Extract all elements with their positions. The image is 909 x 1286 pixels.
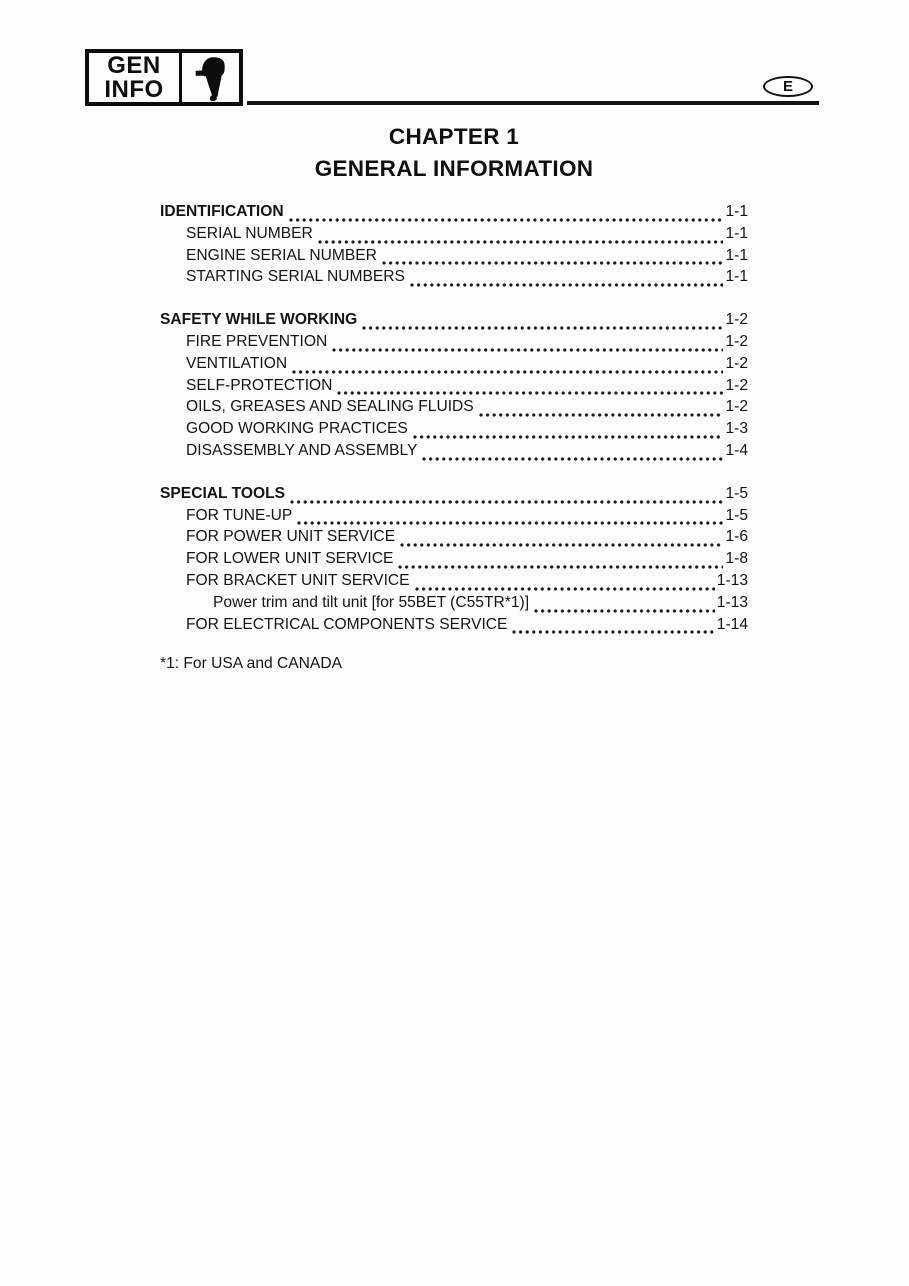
toc-entry-label: ENGINE SERIAL NUMBER	[186, 246, 377, 264]
toc-entry	[160, 418, 748, 440]
toc-entry-page-number: 1-2	[725, 311, 748, 329]
dotted-leader	[533, 592, 715, 614]
toc-entry	[160, 505, 748, 527]
toc-entry-page-number: 1-6	[725, 528, 748, 546]
toc-entry-label: VENTILATION	[186, 354, 288, 372]
gen-info-label-line1: GEN	[107, 51, 161, 79]
toc-entry	[160, 375, 748, 397]
gen-info-label-line2: INFO	[104, 75, 164, 103]
dotted-leader	[331, 331, 723, 353]
toc-entry	[160, 245, 748, 267]
toc-entry-label: Power trim and tilt unit [for 55BET (C55TR*1)]	[213, 593, 530, 611]
toc-entry	[160, 570, 748, 592]
toc-entry-page-number: 1-2	[725, 354, 748, 372]
toc-entry	[160, 592, 748, 614]
dotted-leader	[399, 526, 723, 548]
dotted-leader	[291, 353, 723, 375]
toc-entry	[160, 548, 748, 570]
toc-entry	[160, 309, 748, 331]
toc-entry-label: FOR BRACKET UNIT SERVICE	[186, 571, 410, 589]
toc-entry-label: SPECIAL TOOLS	[160, 484, 286, 502]
toc-entry-page-number: 1-2	[725, 332, 748, 350]
dotted-leader	[296, 505, 723, 527]
toc-entry-label: FOR POWER UNIT SERVICE	[186, 528, 396, 546]
dotted-leader	[317, 223, 724, 245]
toc-entry-page-number: 1-13	[716, 571, 748, 589]
toc-entry-page-number: 1-5	[725, 506, 748, 524]
toc-entry	[160, 266, 748, 288]
toc-entry	[160, 223, 748, 245]
chapter-title	[160, 121, 748, 185]
outboard-motor-icon	[182, 53, 239, 102]
toc-entry-label: FIRE PREVENTION	[186, 332, 328, 350]
dotted-leader	[361, 309, 723, 331]
toc-entry-label: SERIAL NUMBER	[186, 224, 313, 242]
toc-entry-page-number: 1-1	[725, 268, 748, 286]
toc-entry-page-number: 1-2	[725, 376, 748, 394]
toc-entry-page-number: 1-3	[725, 420, 748, 438]
toc-entry-label: DISASSEMBLY AND ASSEMBLY	[186, 441, 418, 459]
toc-entry-page-number: 1-1	[725, 203, 748, 220]
toc-entry	[160, 353, 748, 375]
dotted-leader	[478, 396, 724, 418]
toc-entry-page-number: 1-8	[725, 550, 748, 568]
toc	[160, 201, 748, 656]
toc-entry-page-number: 1-2	[725, 398, 748, 416]
language-badge	[763, 76, 813, 97]
toc-entry-label: SELF-PROTECTION	[186, 376, 333, 394]
dotted-leader	[397, 548, 723, 570]
toc-entry-label: STARTING SERIAL NUMBERS	[186, 268, 405, 286]
dotted-leader	[336, 375, 723, 397]
dotted-leader	[421, 440, 723, 462]
gen-info-label	[89, 53, 182, 102]
toc-entry	[160, 331, 748, 353]
toc-entry-page-number: 1-5	[725, 484, 748, 502]
toc-section	[160, 309, 748, 462]
toc-entry-page-number: 1-13	[716, 593, 748, 611]
toc-entry-label: SAFETY WHILE WORKING	[160, 311, 358, 329]
toc-section	[160, 483, 748, 636]
dotted-leader	[381, 245, 724, 267]
dotted-leader	[288, 201, 724, 223]
toc-entry-page-number: 1-4	[725, 441, 748, 459]
dotted-leader	[412, 418, 724, 440]
toc-entry	[160, 201, 748, 223]
dotted-leader	[409, 266, 724, 288]
toc-entry	[160, 614, 748, 636]
toc-entry-label: FOR TUNE-UP	[186, 506, 293, 524]
dotted-leader	[414, 570, 715, 592]
toc-section	[160, 201, 748, 288]
chapter-title-line1: CHAPTER 1	[388, 124, 520, 149]
language-badge-label: E	[782, 78, 793, 95]
toc-entry-page-number: 1-1	[725, 246, 748, 264]
footnote: *1: For USA and CANADA	[160, 655, 343, 672]
header-divider	[247, 101, 819, 105]
toc-entry-page-number: 1-14	[716, 615, 748, 633]
toc-entry-label: FOR ELECTRICAL COMPONENTS SERVICE	[186, 615, 508, 633]
toc-entry	[160, 483, 748, 505]
dotted-leader	[511, 614, 714, 636]
toc-entry-label: IDENTIFICATION	[160, 203, 284, 220]
dotted-leader	[289, 483, 723, 505]
toc-entry	[160, 526, 748, 548]
toc-entry-label: FOR LOWER UNIT SERVICE	[186, 550, 394, 568]
toc-entry	[160, 396, 748, 418]
toc-entry	[160, 440, 748, 462]
chapter-title-line2: GENERAL INFORMATION	[314, 156, 594, 181]
toc-entry-page-number: 1-1	[725, 224, 748, 242]
toc-entry-label: OILS, GREASES AND SEALING FLUIDS	[186, 398, 474, 416]
gen-info-badge	[85, 49, 243, 106]
toc-entry-label: GOOD WORKING PRACTICES	[186, 420, 408, 438]
